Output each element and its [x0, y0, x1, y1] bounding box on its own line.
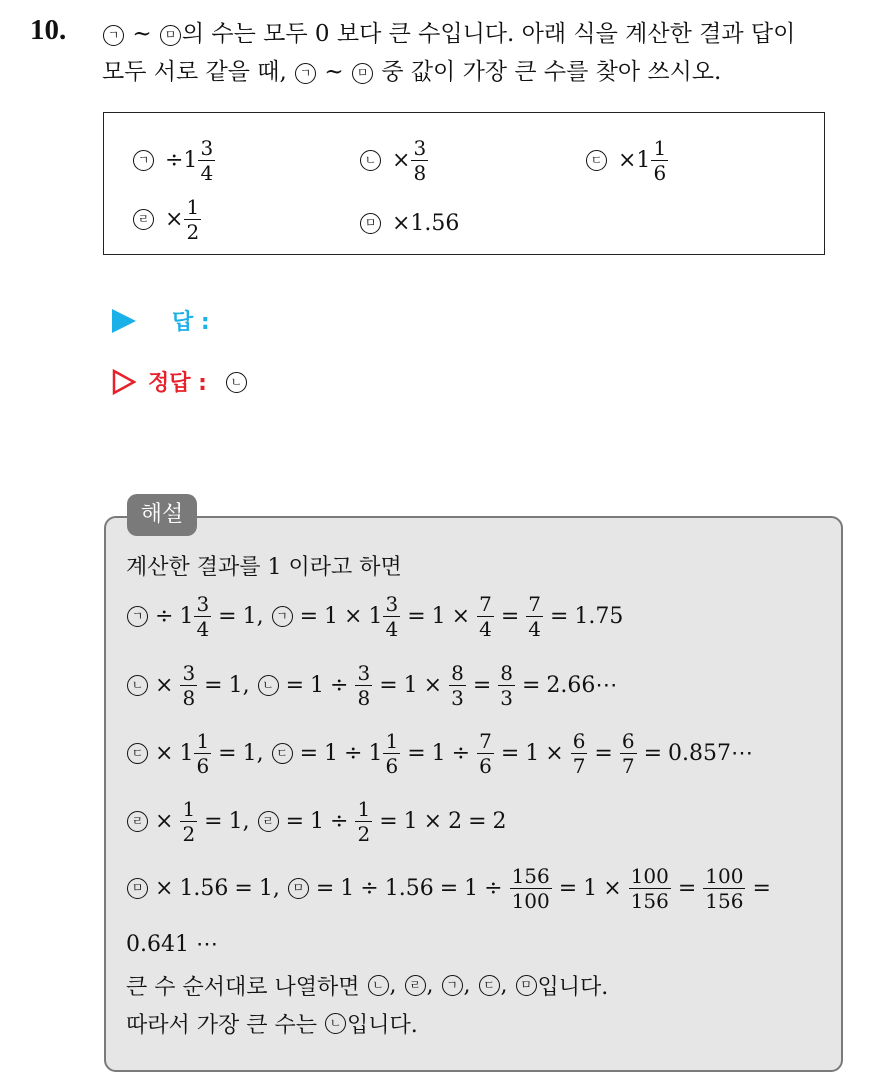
explanation-tag: 해설 — [127, 494, 197, 536]
circled-g-icon: ㄱ — [133, 150, 154, 171]
explanation-line-g: ㄱ ÷ 1 $\frac{3}{4}$ = 1, ㄱ = 1 × 1 $\frac{3}{4}$ = 1 × $\frac{7}{4}$ = $\frac{7}{4}$ = 1.75 — [126, 594, 623, 639]
question-text — [102, 15, 872, 91]
answer-row — [112, 305, 210, 336]
outline-triangle-icon — [112, 369, 136, 395]
circled-g-icon: ㄱ — [127, 606, 148, 627]
explanation-order: 큰 수 순서대로 나열하면 ㄴ , ㄹ , ㄱ , ㄷ , ㅁ 입니다. — [126, 973, 609, 1000]
circled-d-icon: ㄷ — [586, 150, 607, 171]
options-box — [103, 112, 825, 255]
correct-answer-label: 정답 : — [148, 371, 207, 396]
explanation-intro: 계산한 결과를 1 이라고 하면 — [126, 555, 402, 580]
circled-n-icon: ㄴ — [360, 150, 381, 171]
explanation-wrap: 0.641 ⋯ — [126, 932, 218, 957]
explanation-line-m: ㅁ × 1.56 = 1, ㅁ = 1 ÷ 1.56 = 1 ÷ $\frac{156}{100}$ = 1 × $\frac{100}{156}$ = $\frac{100}{156}$ = — [126, 866, 777, 911]
option-r: ㄹ × $\frac{1}{2}$ — [132, 197, 202, 242]
circled-m-icon: ㅁ — [160, 25, 181, 46]
circled-m-icon: ㅁ — [288, 878, 309, 899]
circled-d-icon: ㄷ — [272, 743, 293, 764]
filled-triangle-icon — [112, 309, 136, 333]
question-line-1: ㄱ ~ ㅁ 의 수는 모두 0 보다 큰 수입니다. 아래 식을 계산한 결과 답이 — [102, 15, 872, 53]
question-number: 10. — [30, 14, 67, 46]
option-d: ㄷ ×1 $\frac{1}{6}$ — [585, 138, 669, 183]
circled-n-icon: ㄴ — [325, 1013, 346, 1034]
circled-d-icon: ㄷ — [479, 975, 500, 996]
circled-m-icon: ㅁ — [127, 878, 148, 899]
circled-n-icon: ㄴ — [127, 675, 148, 696]
circled-r-icon: ㄹ — [133, 209, 154, 230]
circled-r-icon: ㄹ — [127, 811, 148, 832]
explanation-line-n: ㄴ × $\frac{3}{8}$ = 1, ㄴ = 1 ÷ $\frac{3}{8}$ = 1 × $\frac{8}{3}$ = $\frac{8}{3}$ = 2.66⋯ — [126, 663, 617, 708]
circled-n-icon: ㄴ — [258, 675, 279, 696]
correct-answer-row — [112, 366, 248, 397]
circled-g-icon: ㄱ — [272, 606, 293, 627]
circled-g-icon: ㄱ — [295, 63, 316, 84]
circled-r-icon: ㄹ — [405, 975, 426, 996]
option-n: ㄴ × $\frac{3}{8}$ — [359, 138, 429, 183]
circled-d-icon: ㄷ — [127, 743, 148, 764]
circled-n-icon: ㄴ — [368, 975, 389, 996]
circled-g-icon: ㄱ — [103, 25, 124, 46]
circled-m-icon: ㅁ — [516, 975, 537, 996]
circled-n-icon: ㄴ — [226, 372, 247, 393]
explanation-final: 따라서 가장 큰 수는 ㄴ 입니다. — [126, 1013, 418, 1038]
explanation-line-r: ㄹ × $\frac{1}{2}$ = 1, ㄹ = 1 ÷ $\frac{1}{2}$ = 1 × 2 = 2 — [126, 799, 507, 844]
circled-m-icon: ㅁ — [352, 63, 373, 84]
explanation-line-d: ㄷ × 1 $\frac{1}{6}$ = 1, ㄷ = 1 ÷ 1 $\frac{1}{6}$ = 1 ÷ $\frac{7}{6}$ = 1 × $\frac{6}{7}$ = $\frac{6}{7}$ = 0.857⋯ — [126, 731, 753, 776]
circled-g-icon: ㄱ — [442, 975, 463, 996]
circled-r-icon: ㄹ — [258, 811, 279, 832]
option-g: ㄱ ÷1 $\frac{3}{4}$ — [132, 138, 216, 183]
option-m: ㅁ ×1.56 — [359, 211, 459, 236]
question-line-2: 모두 서로 같을 때, ㄱ ~ ㅁ 중 값이 가장 큰 수를 찾아 쓰시오. — [102, 59, 722, 85]
answer-label: 답 : — [172, 310, 210, 335]
circled-m-icon: ㅁ — [360, 213, 381, 234]
